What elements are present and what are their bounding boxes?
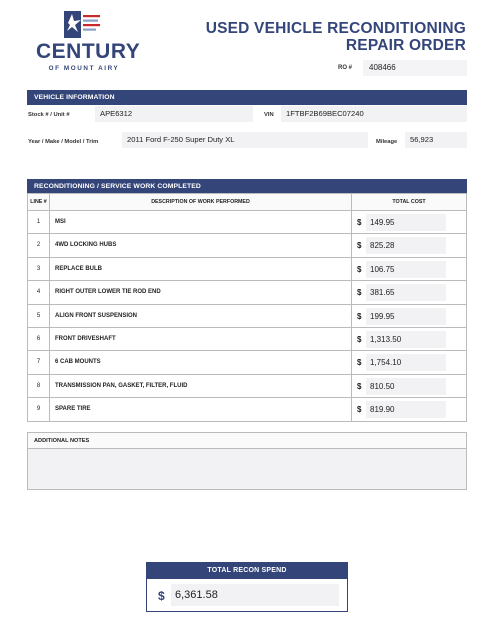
col-line-header: LINE # xyxy=(28,194,50,210)
currency-symbol: $ xyxy=(357,311,362,321)
work-description[interactable]: ALIGN FRONT SUSPENSION xyxy=(50,305,352,327)
cost-cell xyxy=(352,258,466,280)
cost-field[interactable]: 810.50 xyxy=(366,378,446,395)
ro-label: RO # xyxy=(338,65,353,71)
vin-label: VIN xyxy=(264,112,274,118)
title-line-2: REPAIR ORDER xyxy=(345,37,466,54)
cost-field[interactable]: 1,313.50 xyxy=(366,331,446,348)
total-recon-value[interactable]: 6,361.58 xyxy=(171,584,339,606)
line-number: 4 xyxy=(28,281,50,303)
flag-star-logo-icon xyxy=(64,10,102,38)
table-header-row xyxy=(28,193,466,210)
table-row xyxy=(28,280,466,303)
document-title xyxy=(206,20,466,54)
ymm-field[interactable]: 2011 Ford F-250 Super Duty XL xyxy=(122,132,368,148)
title-line-1: USED VEHICLE RECONDITIONING xyxy=(205,20,466,37)
service-work-header: RECONDITIONING / SERVICE WORK COMPLETED xyxy=(27,179,467,194)
work-description[interactable]: FRONT DRIVESHAFT xyxy=(50,328,352,350)
work-description[interactable]: MSI xyxy=(50,211,352,233)
mileage-field[interactable]: 56,923 xyxy=(405,132,467,148)
work-description[interactable]: 6 CAB MOUNTS xyxy=(50,351,352,373)
vin-field[interactable]: 1FTBF2B69BEC07240 xyxy=(281,106,467,122)
line-number: 1 xyxy=(28,211,50,233)
stock-label: Stock # / Unit # xyxy=(28,112,70,118)
table-row xyxy=(28,397,466,420)
work-description[interactable]: SPARE TIRE xyxy=(50,398,352,420)
ymm-label: Year / Make / Model / Trim xyxy=(28,139,99,145)
cost-field[interactable]: 1,754.10 xyxy=(366,354,446,371)
line-number: 3 xyxy=(28,258,50,280)
table-row xyxy=(28,350,466,373)
additional-notes-title: ADDITIONAL NOTES xyxy=(28,433,466,449)
line-number: 6 xyxy=(28,328,50,350)
table-row xyxy=(28,327,466,350)
work-description[interactable]: TRANSMISSION PAN, GASKET, FILTER, FLUID xyxy=(50,375,352,397)
cost-cell xyxy=(352,281,466,303)
additional-notes-panel xyxy=(27,432,467,490)
cost-cell xyxy=(352,398,466,420)
table-row xyxy=(28,210,466,233)
cost-cell xyxy=(352,375,466,397)
line-number: 9 xyxy=(28,398,50,420)
cost-field[interactable]: 106.75 xyxy=(366,261,446,278)
service-table xyxy=(27,193,467,422)
ro-number-field[interactable]: 408466 xyxy=(363,60,467,76)
brand-name: CENTURY xyxy=(36,40,141,63)
cost-field[interactable]: 199.95 xyxy=(366,308,446,325)
additional-notes-field[interactable] xyxy=(28,449,466,489)
mileage-label: Mileage xyxy=(376,139,398,145)
stock-field[interactable]: APE6312 xyxy=(95,106,253,122)
table-row xyxy=(28,304,466,327)
cost-field[interactable]: 825.28 xyxy=(366,237,446,254)
century-logo xyxy=(36,10,141,74)
currency-symbol: $ xyxy=(357,288,362,298)
line-number: 5 xyxy=(28,305,50,327)
currency-symbol: $ xyxy=(357,405,362,415)
brand-tagline: OF MOUNT AIRY xyxy=(48,65,120,72)
table-row xyxy=(28,233,466,256)
line-number: 7 xyxy=(28,351,50,373)
line-number: 2 xyxy=(28,234,50,256)
cost-cell xyxy=(352,351,466,373)
currency-symbol: $ xyxy=(357,358,362,368)
cost-cell xyxy=(352,328,466,350)
work-description[interactable]: 4WD LOCKING HUBS xyxy=(50,234,352,256)
currency-symbol: $ xyxy=(357,241,362,251)
cost-cell xyxy=(352,211,466,233)
currency-symbol: $ xyxy=(357,218,362,227)
total-currency-symbol: $ xyxy=(158,589,165,603)
cost-field[interactable]: 149.95 xyxy=(366,214,446,231)
cost-field[interactable]: 819.90 xyxy=(366,401,446,418)
cost-field[interactable]: 381.65 xyxy=(366,284,446,301)
currency-symbol: $ xyxy=(357,334,362,344)
table-row xyxy=(28,257,466,280)
currency-symbol: $ xyxy=(357,381,362,391)
work-description[interactable]: REPLACE BULB xyxy=(50,258,352,280)
vehicle-info-header: VEHICLE INFORMATION xyxy=(27,90,467,105)
total-recon-panel xyxy=(146,562,348,612)
currency-symbol: $ xyxy=(357,264,362,274)
col-cost-header: TOTAL COST xyxy=(392,199,426,205)
total-recon-title: TOTAL RECON SPEND xyxy=(147,563,347,579)
cost-cell xyxy=(352,234,466,256)
work-description[interactable]: RIGHT OUTER LOWER TIE ROD END xyxy=(50,281,352,303)
line-number: 8 xyxy=(28,375,50,397)
col-description-header: DESCRIPTION OF WORK PERFORMED xyxy=(50,194,352,210)
cost-cell xyxy=(352,305,466,327)
table-row xyxy=(28,374,466,397)
